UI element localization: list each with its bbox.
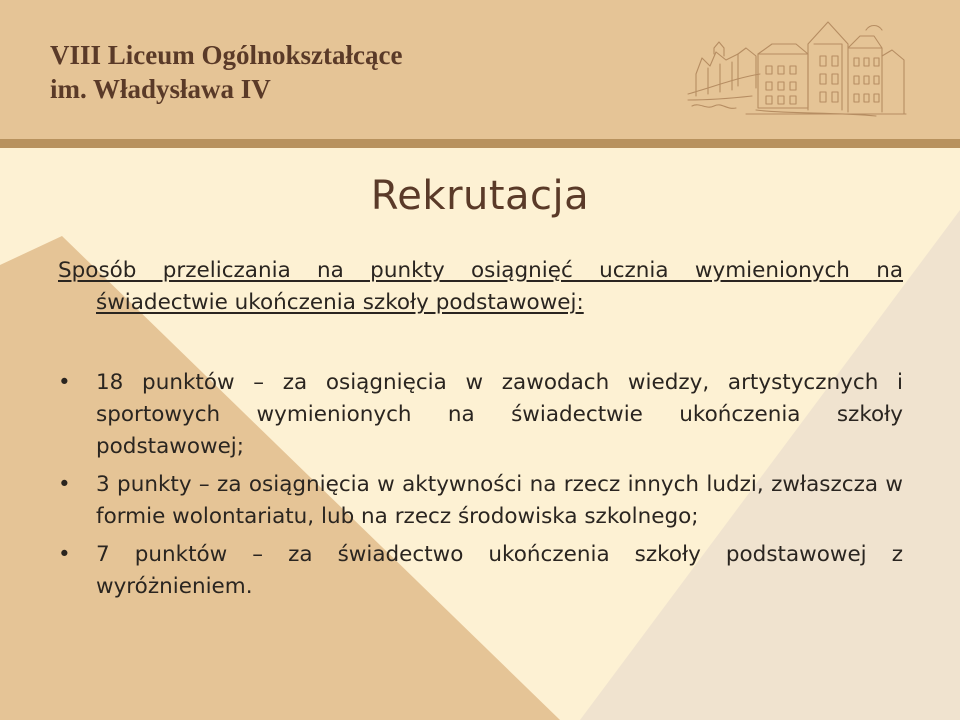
school-name-line1: VIII Liceum Ogólnokształcące	[50, 40, 403, 70]
bullet-icon: •	[58, 542, 71, 567]
header-divider	[0, 139, 960, 148]
slide-content	[58, 255, 903, 609]
intro-text: Sposób przeliczania na punkty osiągnięć ucznia wymienionych na świadectwie ukończenia szkoły podstawowej:	[58, 258, 903, 315]
list-item	[58, 469, 903, 533]
bullet-icon: •	[58, 472, 71, 497]
slide-title: Rekrutacja	[370, 173, 590, 219]
list-item-text: 7 punktów – za świadectwo ukończenia szkoły podstawowej z wyróżnieniem.	[96, 542, 903, 599]
list-item	[58, 367, 903, 463]
school-name-line2: im. Władysława IV	[50, 74, 271, 104]
list-item-text: 18 punktów – za osiągnięcia w zawodach wiedzy, artystycznych i sportowych wymienionych na świadectwie ukończenia szkoły podstawowej;	[96, 370, 903, 459]
bullet-icon: •	[58, 370, 71, 395]
list-item-text: 3 punkty – za osiągnięcia w aktywności na rzecz innych ludzi, zwłaszcza w formie wolontariatu, lub na rzecz środowiska szkolnego;	[96, 472, 903, 529]
school-name	[50, 38, 402, 106]
school-building-icon	[686, 14, 912, 122]
list-item	[58, 539, 903, 603]
points-list	[58, 367, 903, 603]
